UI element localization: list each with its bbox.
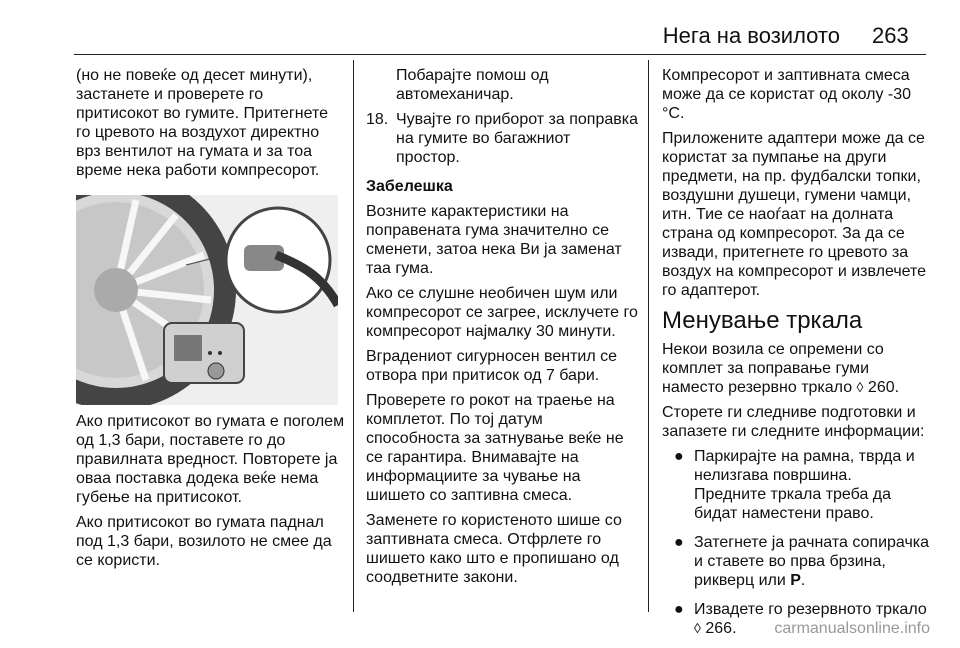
col3-paragraph-2: Приложените адаптери може да се користат за пумпање на други предмети, на пр. фудбалски топки, воздушни душеци, гумени чамци, итн. Тие се наоѓаат на долната страна од компресорот. За да се извади, притегнете го цревото за воздух на компресорот и извлечете го адаптерот. xyxy=(662,130,927,299)
bullet-item-2: ● Затегнете ја рачната сопирачка и ставете во прва брзина, рикверц или P. xyxy=(674,534,930,589)
note-paragraph-4: Проверете го рокот на траење на комплетот. По тој датум способноста за затнување веќе не се гарантира. Внимавајте на информациите за чување на шишето со заптивна смеса. xyxy=(366,392,624,504)
tire-compressor-illustration xyxy=(76,195,338,405)
page-number: 263 xyxy=(872,23,909,48)
step-18-number: 18. xyxy=(366,111,389,128)
col1-paragraph-1: (но не повеќе од десет минути), застанете и проверете го притисокот во гумите. Притегнете го цревото на воздухот директно врз вентилот на гумата и за тоа време нека работи компресорот. xyxy=(76,67,329,179)
column-2 xyxy=(366,66,638,593)
column-divider-1 xyxy=(353,60,354,612)
bullet-1-text-a: Паркирајте на рамна, тврда и нелизгава површина. xyxy=(694,448,915,484)
page-ref-266[interactable]: 266. xyxy=(705,620,737,637)
note-paragraph-1: Возните карактеристики на поправената гума значително се сменети, затоа нека Ви ја заменат таа гума. xyxy=(366,203,622,277)
col1-paragraph-2: Ако притисокот во гумата е поголем од 1,3 бари, поставете го до правилната вредност. Повторете ја оваа поставка додека веќе нема губење на притисокот. xyxy=(76,413,345,506)
col3-paragraph-3-text: Некои возила се опремени со комплет за поправање гуми наместо резервно тркало xyxy=(662,341,884,396)
note-paragraph-3: Вградениот сигурносен вентил се отвора при притисок од 7 бари. xyxy=(366,348,618,384)
section-title-changing-wheels: Менување тркала xyxy=(662,307,863,334)
note-label: Забелешка xyxy=(366,178,453,195)
bullet-icon: ● xyxy=(674,601,684,618)
column-1 xyxy=(76,66,346,186)
col2-continued-step: Побарајте помош од автомеханичар. xyxy=(396,67,549,103)
step-18-text: Чувајте го приборот за поправка на гумите во багажниот простор. xyxy=(396,111,638,166)
page-header-title: Нега на возилото xyxy=(662,23,840,48)
step-18 xyxy=(366,110,638,167)
bullet-icon: ● xyxy=(674,534,684,551)
col3-paragraph-4: Сторете ги следниве подготовки и запазете ги следните информации: xyxy=(662,404,925,440)
bullet-1-text-b: Предните тркала треба да бидат наместени право. xyxy=(694,486,892,522)
col3-paragraph-1: Компресорот и заптивната смеса може да се користат од околу -30 °C. xyxy=(662,67,912,122)
bullet-icon: ● xyxy=(674,448,684,465)
column-3 xyxy=(662,66,930,648)
col3-paragraph-3 xyxy=(662,340,930,397)
footer-watermark: carmanualsonline.info xyxy=(774,620,930,637)
page-ref-icon: ◊ xyxy=(856,379,864,395)
column-divider-2 xyxy=(648,60,649,612)
compressor-illustration-svg xyxy=(76,195,338,405)
col1-paragraph-3: Ако притисокот во гумата паднал под 1,3 бари, возилото не смее да се користи. xyxy=(76,514,332,569)
column-1-lower xyxy=(76,412,346,576)
page-ref-icon: ◊ xyxy=(694,620,701,636)
bullet-2-gear-p: P xyxy=(790,572,801,589)
bullet-2-text: Затегнете ја рачната сопирачка и ставете во прва брзина, рикверц или xyxy=(694,534,930,589)
note-paragraph-2: Ако се слушне необичен шум или компресорот се загрее, исклучете го компресорот најмалку 30 минути. xyxy=(366,285,638,340)
note-paragraph-5: Заменете го користеното шише со заптивната смеса. Отфрлете го шишето како што е пропишано од соодветните закони. xyxy=(366,512,622,586)
bullet-3-text: Извадете го резервното тркало xyxy=(694,601,927,618)
page-ref-260[interactable]: 260. xyxy=(867,379,900,396)
header-rule xyxy=(74,54,926,55)
bullet-item-1 xyxy=(662,447,930,523)
